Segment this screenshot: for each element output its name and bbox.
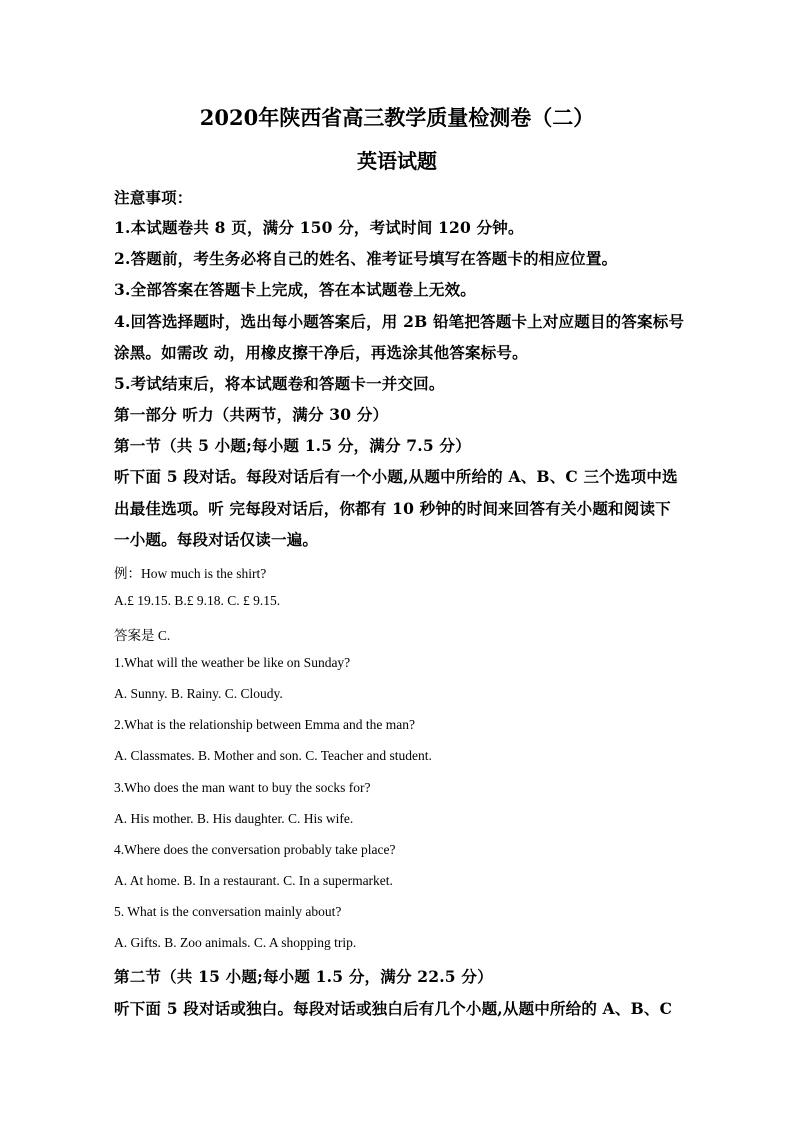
notice-item: 5.考试结束后，将本试题卷和答题卡一并交回。: [114, 374, 445, 393]
notice-item: 1.本试题卷共 8 页，满分 150 分，考试时间 120 分钟。: [114, 218, 524, 237]
part-heading: 第一部分 听力（共两节，满分 30 分）: [114, 405, 389, 424]
question-text: 3.Who does the man want to buy the socks for?: [114, 780, 371, 795]
notice-item: 3.全部答案在答题卡上完成，答在本试题卷上无效。: [114, 280, 476, 299]
question-text: 1.What will the weather be like on Sunday?: [114, 655, 351, 670]
notice-item: 涂黑。如需改 动，用橡皮擦干净后，再选涂其他答案标号。: [114, 343, 528, 362]
question-options: A. Sunny. B. Rainy. C. Cloudy.: [114, 686, 283, 701]
instruction-line: 听下面 5 段对话。每段对话后有一个小题,从题中所给的 A、B、C 三个选项中选: [114, 467, 678, 486]
notice-item: 4.回答选择题时，选出每小题答案后，用 2B 铅笔把答题卡上对应题目的答案标号: [114, 312, 685, 331]
example-question: 例：How much is the shirt?: [114, 566, 267, 581]
notice-item: 2.答题前，考生务必将自己的姓名、准考证号填写在答题卡的相应位置。: [114, 249, 618, 268]
page-subtitle: 英语试题: [357, 149, 437, 173]
example-options: A.£ 19.15. B.£ 9.18. C. £ 9.15.: [114, 593, 281, 608]
example-answer: 答案是 C.: [114, 628, 171, 643]
section-heading: 第二节（共 15 小题;每小题 1.5 分，满分 22.5 分）: [114, 967, 493, 986]
instruction-line: 出最佳选项。听 完每段对话后，你都有 10 秒钟的时间来回答有关小题和阅读下: [114, 499, 671, 518]
question-text: 4.Where does the conversation probably take place?: [114, 842, 396, 857]
section-heading: 第一节（共 5 小题;每小题 1.5 分，满分 7.5 分）: [114, 436, 471, 455]
page-title: 2020年陕西省高三教学质量检测卷（二）: [199, 105, 595, 130]
instruction-line: 听下面 5 段对话或独白。每段对话或独白后有几个小题,从题中所给的 A、B、C: [114, 999, 673, 1018]
question-options: A. Gifts. B. Zoo animals. C. A shopping trip.: [114, 935, 357, 950]
question-options: A. His mother. B. His daughter. C. His wife.: [114, 811, 354, 826]
question-text: 2.What is the relationship between Emma and the man?: [114, 717, 416, 732]
question-options: A. Classmates. B. Mother and son. C. Teacher and student.: [114, 748, 432, 763]
question-text: 5. What is the conversation mainly about?: [114, 904, 342, 919]
question-options: A. At home. B. In a restaurant. C. In a supermarket.: [114, 873, 393, 888]
instruction-line: 一小题。每段对话仅读一遍。: [114, 530, 319, 549]
notice-heading: 注意事项：: [114, 188, 193, 207]
